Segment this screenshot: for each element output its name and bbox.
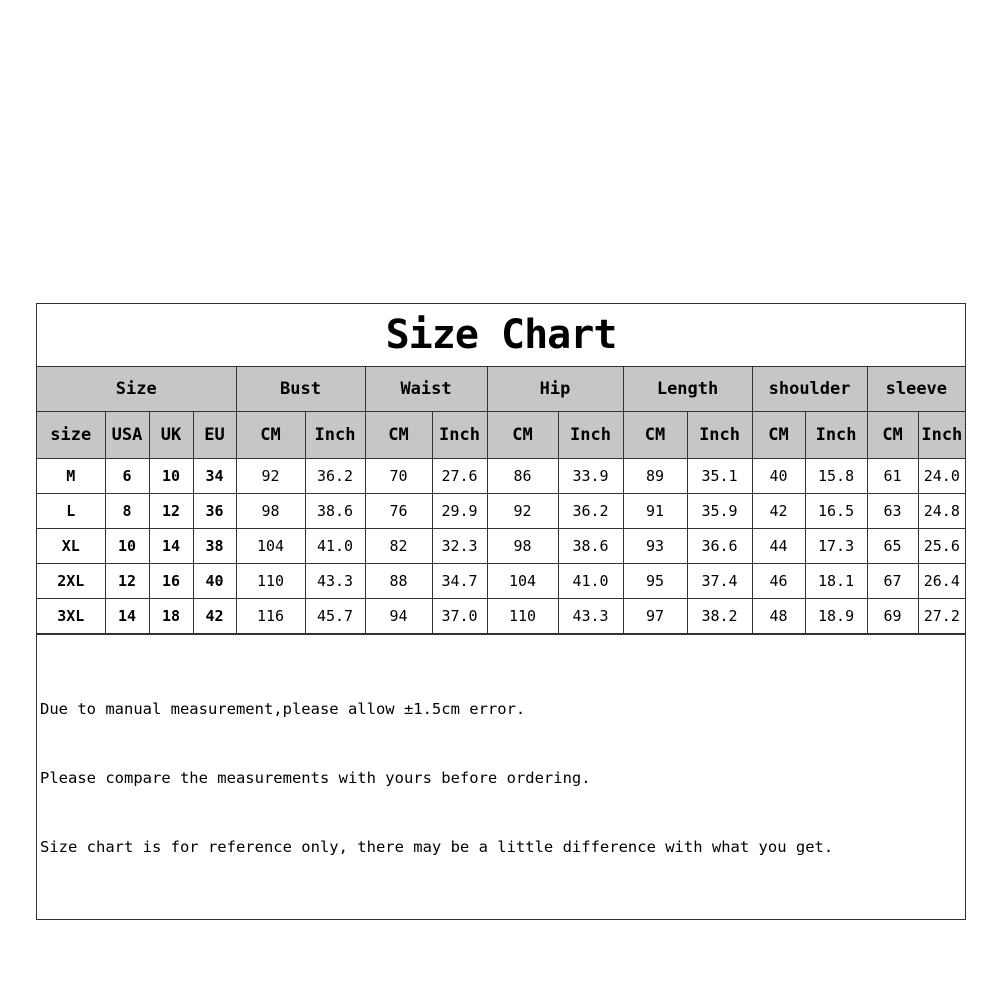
table-cell: 45.7 xyxy=(305,599,365,634)
table-cell: 61 xyxy=(867,459,918,494)
table-cell: 33.9 xyxy=(558,459,623,494)
table-cell: 110 xyxy=(236,564,305,599)
size-table-body xyxy=(37,459,965,634)
table-cell: 27.2 xyxy=(918,599,965,634)
table-cell: 43.3 xyxy=(558,599,623,634)
table-cell: 36 xyxy=(193,494,236,529)
table-cell: 10 xyxy=(105,529,149,564)
table-cell: 36.2 xyxy=(305,459,365,494)
table-cell: 98 xyxy=(487,529,558,564)
table-cell: 25.6 xyxy=(918,529,965,564)
unit-header: CM xyxy=(236,412,305,459)
unit-header: Inch xyxy=(918,412,965,459)
table-cell: 86 xyxy=(487,459,558,494)
table-cell: 18 xyxy=(149,599,193,634)
table-row xyxy=(37,494,965,529)
table-cell: 110 xyxy=(487,599,558,634)
group-header-row xyxy=(37,367,965,412)
table-cell: 67 xyxy=(867,564,918,599)
unit-header: CM xyxy=(623,412,687,459)
table-cell: 34 xyxy=(193,459,236,494)
table-row xyxy=(37,529,965,564)
unit-header: UK xyxy=(149,412,193,459)
table-cell: 38.6 xyxy=(558,529,623,564)
table-cell: 94 xyxy=(365,599,432,634)
table-cell: 88 xyxy=(365,564,432,599)
size-table xyxy=(37,367,965,634)
table-cell: 32.3 xyxy=(432,529,487,564)
table-cell: 14 xyxy=(149,529,193,564)
table-cell: 6 xyxy=(105,459,149,494)
table-cell: 69 xyxy=(867,599,918,634)
unit-header: EU xyxy=(193,412,236,459)
chart-title: Size Chart xyxy=(37,304,965,367)
unit-header: CM xyxy=(867,412,918,459)
table-cell: 40 xyxy=(193,564,236,599)
unit-header: Inch xyxy=(558,412,623,459)
table-cell: 116 xyxy=(236,599,305,634)
table-cell: 14 xyxy=(105,599,149,634)
table-cell: 38 xyxy=(193,529,236,564)
notes xyxy=(37,634,965,919)
group-waist: Waist xyxy=(365,367,487,412)
table-cell: 17.3 xyxy=(805,529,867,564)
table-cell: 92 xyxy=(236,459,305,494)
table-cell: 26.4 xyxy=(918,564,965,599)
table-cell: 42 xyxy=(193,599,236,634)
table-cell: 65 xyxy=(867,529,918,564)
table-cell: 41.0 xyxy=(305,529,365,564)
table-cell: 2XL xyxy=(37,564,105,599)
table-cell: 38.2 xyxy=(687,599,752,634)
table-cell: 76 xyxy=(365,494,432,529)
table-cell: 18.9 xyxy=(805,599,867,634)
table-cell: 97 xyxy=(623,599,687,634)
table-cell: 8 xyxy=(105,494,149,529)
group-sleeve: sleeve xyxy=(867,367,965,412)
table-cell: 104 xyxy=(487,564,558,599)
size-chart xyxy=(36,303,966,920)
table-cell: 82 xyxy=(365,529,432,564)
table-cell: 42 xyxy=(752,494,805,529)
unit-header: CM xyxy=(365,412,432,459)
group-size: Size xyxy=(37,367,236,412)
note-line: Please compare the measurements with yours before ordering. xyxy=(40,769,591,787)
table-cell: 44 xyxy=(752,529,805,564)
table-cell: XL xyxy=(37,529,105,564)
unit-header: size xyxy=(37,412,105,459)
table-cell: 93 xyxy=(623,529,687,564)
table-cell: 46 xyxy=(752,564,805,599)
table-cell: 70 xyxy=(365,459,432,494)
table-cell: 29.9 xyxy=(432,494,487,529)
table-cell: 37.4 xyxy=(687,564,752,599)
unit-header: Inch xyxy=(432,412,487,459)
unit-header: Inch xyxy=(687,412,752,459)
table-cell: 12 xyxy=(149,494,193,529)
group-hip: Hip xyxy=(487,367,623,412)
table-cell: 40 xyxy=(752,459,805,494)
table-cell: 91 xyxy=(623,494,687,529)
table-cell: 27.6 xyxy=(432,459,487,494)
table-cell: 63 xyxy=(867,494,918,529)
table-cell: 92 xyxy=(487,494,558,529)
table-cell: 43.3 xyxy=(305,564,365,599)
table-cell: 35.9 xyxy=(687,494,752,529)
table-cell: 10 xyxy=(149,459,193,494)
group-length: Length xyxy=(623,367,752,412)
table-row xyxy=(37,459,965,494)
group-shoulder: shoulder xyxy=(752,367,867,412)
table-cell: M xyxy=(37,459,105,494)
table-cell: 38.6 xyxy=(305,494,365,529)
table-cell: 37.0 xyxy=(432,599,487,634)
table-row xyxy=(37,564,965,599)
table-cell: 35.1 xyxy=(687,459,752,494)
table-cell: 15.8 xyxy=(805,459,867,494)
table-cell: 18.1 xyxy=(805,564,867,599)
table-cell: 34.7 xyxy=(432,564,487,599)
unit-header: USA xyxy=(105,412,149,459)
table-cell: 12 xyxy=(105,564,149,599)
table-cell: 36.2 xyxy=(558,494,623,529)
table-cell: 16 xyxy=(149,564,193,599)
table-cell: 89 xyxy=(623,459,687,494)
unit-header-row xyxy=(37,412,965,459)
group-bust: Bust xyxy=(236,367,365,412)
table-cell: L xyxy=(37,494,105,529)
unit-header: Inch xyxy=(805,412,867,459)
table-cell: 24.0 xyxy=(918,459,965,494)
table-cell: 3XL xyxy=(37,599,105,634)
table-cell: 16.5 xyxy=(805,494,867,529)
table-row xyxy=(37,599,965,634)
note-line: Size chart is for reference only, there may be a little difference with what you get. xyxy=(40,838,834,856)
note-line: Due to manual measurement,please allow ±1.5cm error. xyxy=(40,700,526,718)
table-cell: 24.8 xyxy=(918,494,965,529)
table-cell: 48 xyxy=(752,599,805,634)
table-cell: 36.6 xyxy=(687,529,752,564)
unit-header: CM xyxy=(487,412,558,459)
table-cell: 95 xyxy=(623,564,687,599)
unit-header: CM xyxy=(752,412,805,459)
table-cell: 104 xyxy=(236,529,305,564)
unit-header: Inch xyxy=(305,412,365,459)
table-cell: 98 xyxy=(236,494,305,529)
table-cell: 41.0 xyxy=(558,564,623,599)
